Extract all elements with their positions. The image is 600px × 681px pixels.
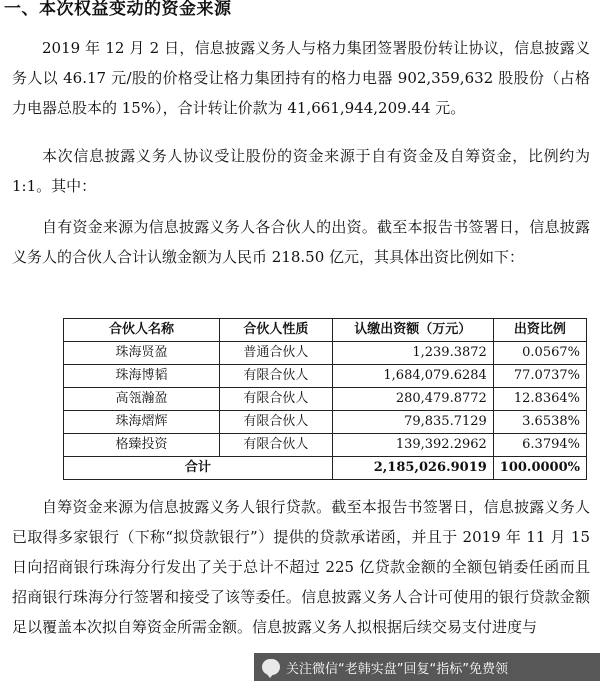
table-row [64, 411, 587, 434]
subscribed-amount: 1,684,079.6284 [332, 365, 493, 388]
section-heading: 一、本次权益变动的资金来源 [4, 0, 232, 19]
subscribed-amount: 280,479.8772 [332, 388, 493, 411]
table-header-row [64, 319, 587, 342]
header-contribution-ratio: 出资比例 [493, 319, 586, 342]
table-row [64, 434, 587, 457]
paragraph-own-funds: 自有资金来源为信息披露义务人各合伙人的出资。截至本报告书签署日，信息披露义务人的合伙人合计认缴金额为人民币 218.50 亿元，其具体出资比例如下： [12, 218, 590, 266]
contribution-ratio: 3.6538% [493, 411, 586, 434]
partner-name: 高瓴瀚盈 [64, 388, 220, 411]
contribution-ratio: 0.0567% [493, 342, 586, 365]
partner-type: 有限合伙人 [220, 388, 333, 411]
header-partner-name: 合伙人名称 [64, 319, 220, 342]
total-ratio: 100.0000% [493, 457, 586, 480]
table-row [64, 342, 587, 365]
partner-name: 珠海贤盈 [64, 342, 220, 365]
total-label: 合计 [64, 457, 333, 480]
partner-type: 有限合伙人 [220, 434, 333, 457]
subscribed-amount: 1,239.3872 [332, 342, 493, 365]
total-amount: 2,185,026.9019 [332, 457, 493, 480]
watermark-text: 关注微信“老韩实盘”回复“指标”免费领 [286, 661, 508, 677]
partner-type: 有限合伙人 [220, 411, 333, 434]
table-row [64, 365, 587, 388]
table-total-row [64, 457, 587, 480]
partner-name: 格臻投资 [64, 434, 220, 457]
wechat-watermark-banner [254, 653, 600, 681]
partner-name: 珠海博韬 [64, 365, 220, 388]
partner-type: 有限合伙人 [220, 365, 333, 388]
chat-bubble-icon [262, 659, 280, 675]
contribution-ratio: 12.8364% [493, 388, 586, 411]
paragraph-fund-source: 本次信息披露义务人协议受让股份的资金来源于自有资金及自筹资金，比例约为 1:1。其中： [12, 147, 590, 195]
contribution-ratio: 6.3794% [493, 434, 586, 457]
subscribed-amount: 79,835.7129 [332, 411, 493, 434]
partner-contribution-table [63, 318, 587, 480]
table-row [64, 388, 587, 411]
partner-name: 珠海熠辉 [64, 411, 220, 434]
partner-type: 普通合伙人 [220, 342, 333, 365]
header-partner-type: 合伙人性质 [220, 319, 333, 342]
header-subscribed-amount: 认缴出资额（万元） [332, 319, 493, 342]
paragraph-transfer-agreement: 2019 年 12 月 2 日，信息披露义务人与格力集团签署股份转让协议，信息披露义务人以 46.17 元/股的价格受让格力集团持有的格力电器 902,359,632 股股份（占格力电器总股本的 15%），合计转让价款为 41,661,944,209.44 元。 [12, 39, 590, 117]
contribution-ratio: 77.0737% [493, 365, 586, 388]
subscribed-amount: 139,392.2962 [332, 434, 493, 457]
paragraph-bank-loans: 自筹资金来源为信息披露义务人银行贷款。截至本报告书签署日，信息披露义务人已取得多家银行（下称“拟贷款银行”）提供的贷款承诺函，并且于 2019 年 11 月 15 日向招商银行珠海分行发出了关于总计不超过 225 亿贷款金额的全额包销委任函而且招商银行珠海分行签署和接受了该等委任。信息披露义务人合计可使用的银行贷款金额足以覆盖本次拟自筹资金所需金额。信息披露义务人拟根据后续交易支付进度与 [12, 498, 590, 636]
